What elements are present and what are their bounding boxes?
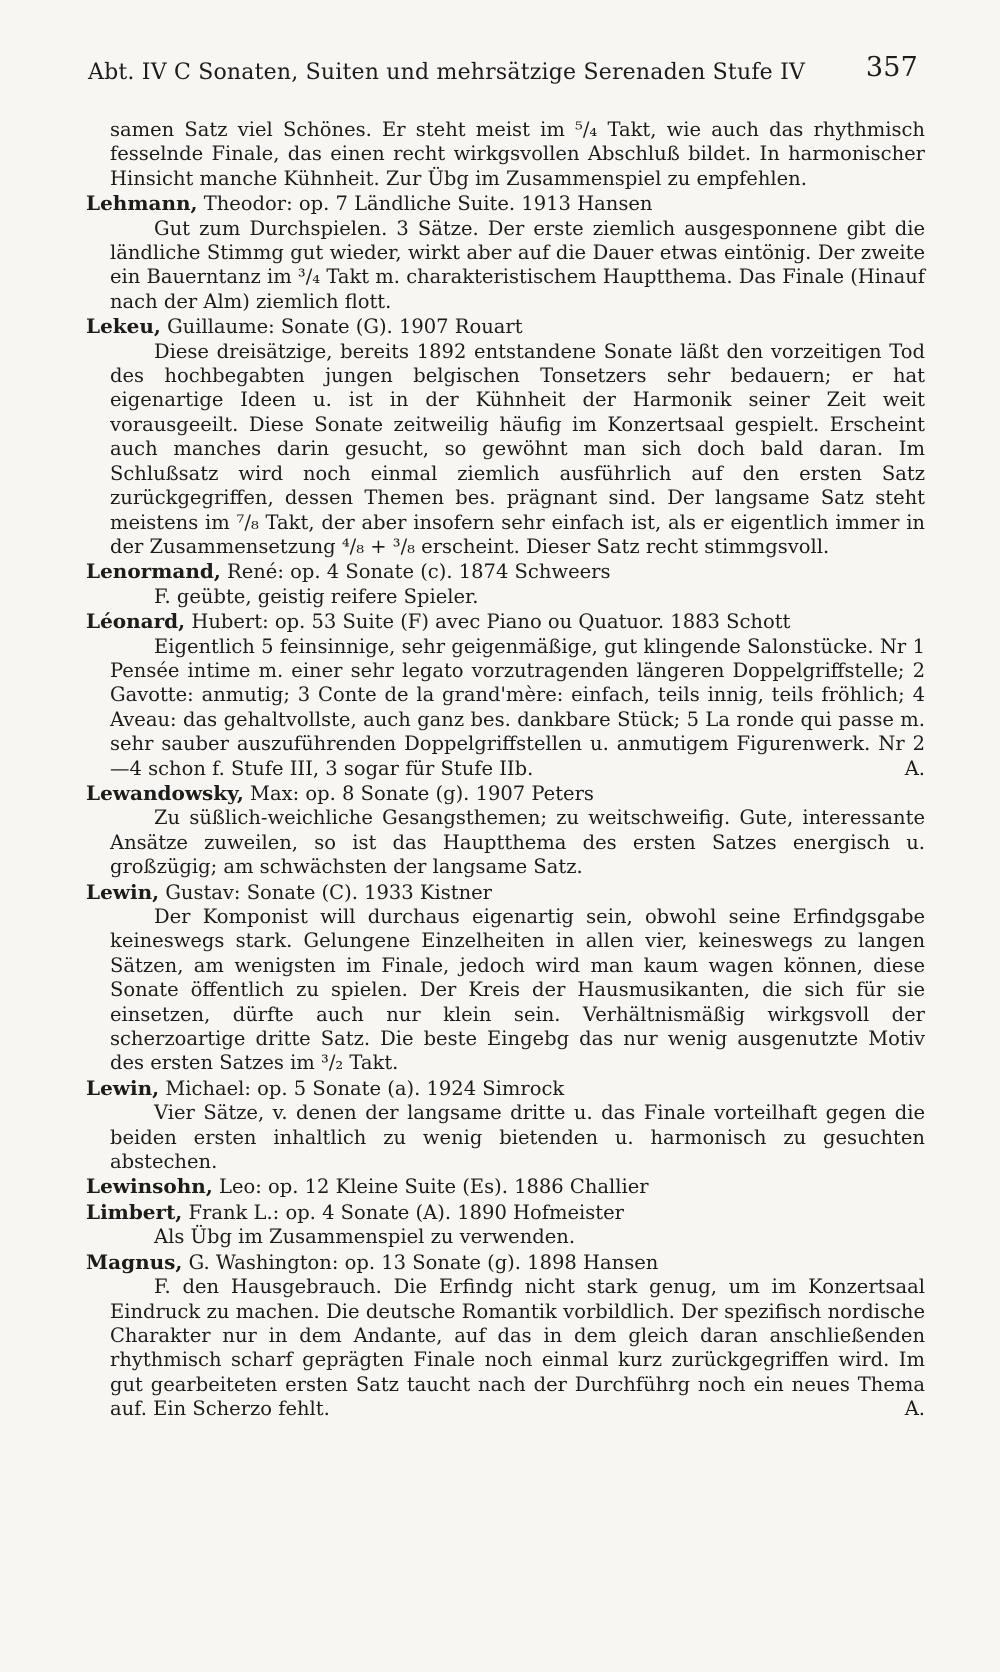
description-text: Der Komponist will durchaus eigenartig sein, obwohl seine Erfindgsgabe keineswegs stark. Gelungene Einzelheiten in allen vier, keineswegs zu langen Sätzen, am wenigsten im Finale, jedoch wird man kaum wagen können, diese Sonate öffentlich zu spielen. Der Kreis der Hausmusikanten, die sich für sie einsetzen, dürfte auch nur klein sein. Verhältnismäßig wirkgsvoll der scherzoartige dritte Satz. Die beste Eingebg das nur wenig ausgenutzte Motiv des ersten Satzes im ³/₂ Takt. [110,905,925,1075]
entry-description [110,635,925,781]
entry-description [110,585,925,609]
work-details: Frank L.: op. 4 Sonate (A). 1890 Hofmeister [188,1200,624,1224]
entry-heading [86,781,925,806]
page-body [86,118,925,1422]
list-item [86,314,925,559]
work-details: Michael: op. 5 Sonate (a). 1924 Simrock [165,1076,565,1100]
composer-name: Lewin, [86,1075,160,1100]
entry-heading [86,314,925,339]
work-details: Hubert: op. 53 Suite (F) avec Piano ou Quatuor. 1883 Schott [191,610,791,634]
work-details: Theodor: op. 7 Ländliche Suite. 1913 Hansen [203,192,653,216]
list-item [86,780,925,880]
entry-description [110,806,925,879]
entry-heading [86,1076,925,1101]
entry-heading [86,609,925,634]
entry-list [86,191,925,1421]
description-text: Zu süßlich-weichliche Gesangsthemen; zu weitschweifig. Gute, interessante Ansätze zuweilen, so ist das Hauptthema des ersten Satzes energisch u. großzügig; am schwächsten der langsame Satz. [110,806,925,879]
list-item [86,191,925,314]
entry-heading [86,1250,925,1275]
list-item [86,1199,925,1250]
entry-description [110,1275,925,1421]
list-item [86,1249,925,1422]
entry-heading [86,191,925,216]
intro-paragraph: samen Satz viel Schönes. Er steht meist im ⁵/₄ Takt, wie auch das rhythmisch fesselnde Finale, das einen recht wirkgsvollen Abschluß bildet. In harmonischer Hinsicht manche Kühnheit. Zur Übg im Zusammenspiel zu empfehlen. [110,118,925,190]
work-details: G. Washington: op. 13 Sonate (g). 1898 Hansen [188,1250,659,1274]
entry-heading [86,880,925,905]
description-text: Diese dreisätzige, bereits 1892 entstandene Sonate läßt den vorzeitigen Tod des hochbegabten jungen belgischen Tonsetzers sehr bedauern; er hat eigenartige Ideen u. ist in der Kühnheit der Harmonik seiner Zeit weit vorausgeeilt. Diese Sonate zeitweilig häufig im Konzertsaal gespielt. Erscheint auch manches darin gesucht, so gewöhnt man sich doch bald daran. Im Schlußsatz wird noch einmal ziemlich ausführlich auf den ersten Satz zurückgegriffen, dessen Themen bes. prägnant sind. Der langsame Satz steht meistens im ⁷/₈ Takt, der aber insofern sehr einfach ist, als er eigentlich immer in der Zusammensetzung ⁴/₈ + ³/₈ erscheint. Dieser Satz recht stimmgsvoll. [110,339,925,558]
reviewer-initial: A. [904,756,925,780]
description-text: F. den Hausgebrauch. Die Erfindg nicht stark genug, um im Konzertsaal Eindruck zu machen. Die deutsche Romantik vorbildlich. Der spezifisch nordische Charakter nur in dem Andante, auf das in dem gleich daran anschließenden rhythmisch scharf geprägten Finale noch einmal kurz zurückgegriffen wird. Im gut gearbeiteten ersten Satz taucht nach der Durchführg noch ein neues Thema auf. Ein Scherzo fehlt. [110,1275,925,1421]
header-title: Abt. IV C Sonaten, Suiten und mehrsätzige Serenaden Stufe IV [88,60,806,85]
description-text: Eigentlich 5 feinsinnige, sehr geigenmäßige, gut klingende Salonstücke. Nr 1 Pensée intime m. einer sehr legato vorzutragenden längeren Doppelgriffstelle; 2 Gavotte: anmutig; 3 Conte de la grand'mère: einfach, teils innig, teils fröhlich; 4 Aveau: das gehaltvollste, auch ganz bes. dankbare Stück; 5 La ronde qui passe m. sehr sauber auszuführenden Doppelgriffstellen u. anmutigem Figurenwerk. Nr 2—4 schon f. Stufe III, 3 sogar für Stufe IIb. [110,634,925,780]
composer-name: Lewandowsky, [86,780,244,805]
composer-name: Lehmann, [86,191,198,216]
composer-name: Lekeu, [86,314,161,339]
work-details: Leo: op. 12 Kleine Suite (Es). 1886 Challier [219,1175,649,1199]
entry-heading [86,1200,925,1225]
composer-name: Limbert, [86,1199,183,1224]
list-item [86,879,925,1076]
composer-name: Lewin, [86,879,160,904]
entry-description [110,340,925,560]
work-details: Max: op. 8 Sonate (g). 1907 Peters [250,781,594,805]
description-text: Gut zum Durchspielen. 3 Sätze. Der erste ziemlich ausgesponnene gibt die ländliche Stimmg gut wieder, wirkt aber auf die Dauer etwas eintönig. Der zweite ein Bauerntanz im ³/₄ Takt m. charakteristischem Hauptthema. Das Finale (Hinauf nach der Alm) ziemlich flott. [110,216,925,313]
work-details: Guillaume: Sonate (G). 1907 Rouart [167,315,523,339]
description-text: Vier Sätze, v. denen der langsame dritte u. das Finale vorteilhaft gegen die beiden ersten inhaltlich zu wenig bietenden u. harmonisch zu gesuchten abstechen. [110,1101,925,1174]
list-item [86,1075,925,1175]
description-text: F. geübte, geistig reifere Spieler. [154,584,479,608]
entry-heading [86,1174,925,1199]
running-header [88,52,918,92]
work-details: Gustav: Sonate (C). 1933 Kistner [165,880,492,904]
list-item [86,559,925,609]
list-item [86,1174,925,1199]
description-text: Als Übg im Zusammenspiel zu verwenden. [154,1225,576,1249]
entry-description [110,1225,925,1249]
entry-description [110,217,925,315]
page-number: 357 [865,52,918,83]
list-item [86,609,925,781]
entry-heading [86,559,925,584]
work-details: René: op. 4 Sonate (c). 1874 Schweers [227,560,611,584]
composer-name: Magnus, [86,1249,183,1274]
reviewer-initial: A. [904,1397,925,1421]
entry-description [110,905,925,1076]
composer-name: Lewinsohn, [86,1174,213,1199]
entry-description [110,1101,925,1174]
composer-name: Léonard, [86,609,186,634]
composer-name: Lenormand, [86,559,221,584]
